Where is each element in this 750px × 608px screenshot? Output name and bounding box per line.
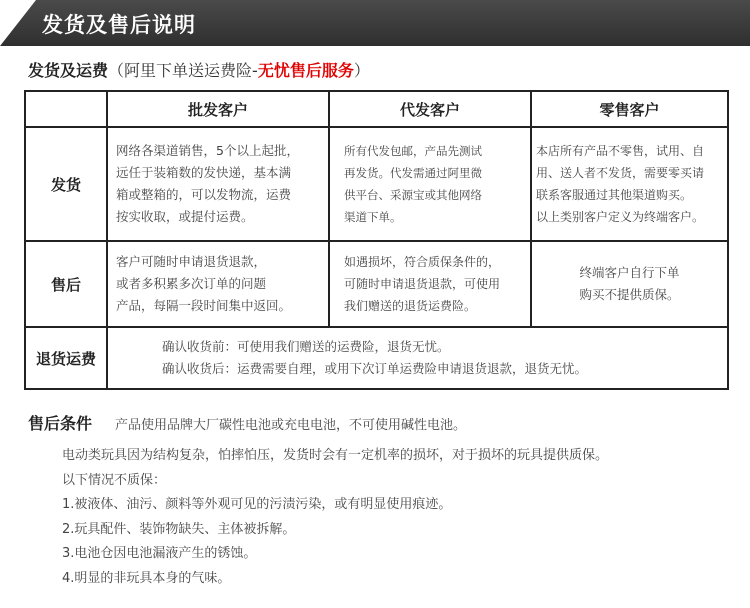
column-header-wholesale: 批发客户: [107, 91, 329, 127]
subtitle-label: 发货及运费: [28, 61, 109, 80]
list-item: 1.被液体、油污、颜料等外观可见的污渍污染，或有明显使用痕迹。: [62, 497, 452, 512]
page-title: 发货及售后说明: [42, 13, 196, 37]
subtitle-open-paren: （: [108, 61, 125, 80]
policy-table: [24, 90, 729, 390]
header-bar: [0, 0, 750, 46]
subtitle-close-paren: ）: [353, 61, 370, 80]
text-line: 箱或整箱的，可以发物流，运费: [116, 187, 292, 202]
text-line: 渠道下单。: [344, 210, 402, 224]
text-line: 购买不提供质保。: [579, 287, 680, 302]
cell-return-shipping: [107, 327, 728, 389]
column-header-dropship: 代发客户: [329, 91, 531, 127]
text-line: 终端客户自行下单: [579, 265, 680, 280]
list-item: 4.明显的非玩具本身的气味。: [62, 570, 231, 586]
text-line: 联系客服通过其他渠道购买。: [536, 188, 693, 202]
shipping-subtitle: [28, 58, 370, 81]
list-item: 2.玩具配件、装饰物缺失、主体被拆解。: [62, 521, 296, 537]
text-line: 确认收货前：可使用我们赠送的运费险，退货无忧。: [162, 339, 450, 354]
subtitle-highlight: 无忧售后服务: [257, 61, 354, 80]
cell-after-sales-wholesale: [107, 241, 329, 327]
cell-shipping-wholesale: [107, 127, 329, 241]
list-item: 以下情况不质保：: [62, 472, 167, 488]
column-header-retail: 零售客户: [531, 91, 728, 127]
text-line: 可随时申请退货退款，可使用: [344, 277, 501, 291]
row-header-return-shipping: 退货运费: [25, 327, 107, 389]
text-line: 远任于装箱数的发快递，基本满: [116, 165, 292, 180]
text-line: 再发货。代发需通过阿里微: [344, 166, 482, 180]
text-line: 所有代发包邮，产品先测试: [344, 144, 482, 158]
conditions-intro: 产品使用品牌大厂碳性电池或充电电池，不可使用碱性电池。: [115, 418, 467, 433]
table-header-row: [25, 91, 728, 127]
row-header-shipping: 发货: [25, 127, 107, 241]
list-item: 电动类玩具因为结构复杂，怕摔怕压，发货时会有一定机率的损坏，对于损坏的玩具提供质保。: [62, 448, 609, 463]
header-slant-decoration: [0, 0, 36, 46]
conditions-title: 售后条件: [28, 414, 93, 433]
table-corner-cell: [25, 91, 107, 127]
text-line: 本店所有产品不零售，试用、自: [536, 144, 705, 158]
text-line: 如遇损坏，符合质保条件的，: [344, 255, 501, 269]
text-line: 客户可随时申请退货退款，: [116, 254, 267, 269]
text-line: 供平台、采源宝或其他网络: [344, 188, 482, 202]
cell-after-sales-dropship: [329, 241, 531, 327]
text-line: 确认收货后：运费需要自理，或用下次订单运费险申请退货退款，退货无忧。: [162, 361, 588, 376]
list-item: 3.电池仓因电池漏液产生的锈蚀。: [62, 546, 257, 561]
cell-after-sales-retail: [531, 241, 728, 327]
text-line: 或者多积累多次订单的问题: [116, 276, 267, 291]
subtitle-note: 阿里下单送运费险-: [124, 61, 258, 80]
text-line: 网络各渠道销售，5个以上起批，: [116, 143, 299, 158]
table-row-return-shipping: [25, 327, 728, 389]
table-row-shipping: [25, 127, 728, 241]
text-line: 按实收取，或提付运费。: [116, 209, 254, 224]
cell-shipping-dropship: [329, 127, 531, 241]
text-line: 我们赠送的退货运费险。: [344, 299, 477, 313]
text-line: 用、送人者不发货，需要零买请: [536, 166, 705, 180]
text-line: 产品，每隔一段时间集中返回。: [116, 298, 292, 313]
conditions-list: [62, 444, 608, 591]
text-line: 以上类别客户定义为终端客户。: [536, 210, 705, 224]
table-row-after-sales: [25, 241, 728, 327]
cell-shipping-retail: [531, 127, 728, 241]
row-header-after-sales: 售后: [25, 241, 107, 327]
